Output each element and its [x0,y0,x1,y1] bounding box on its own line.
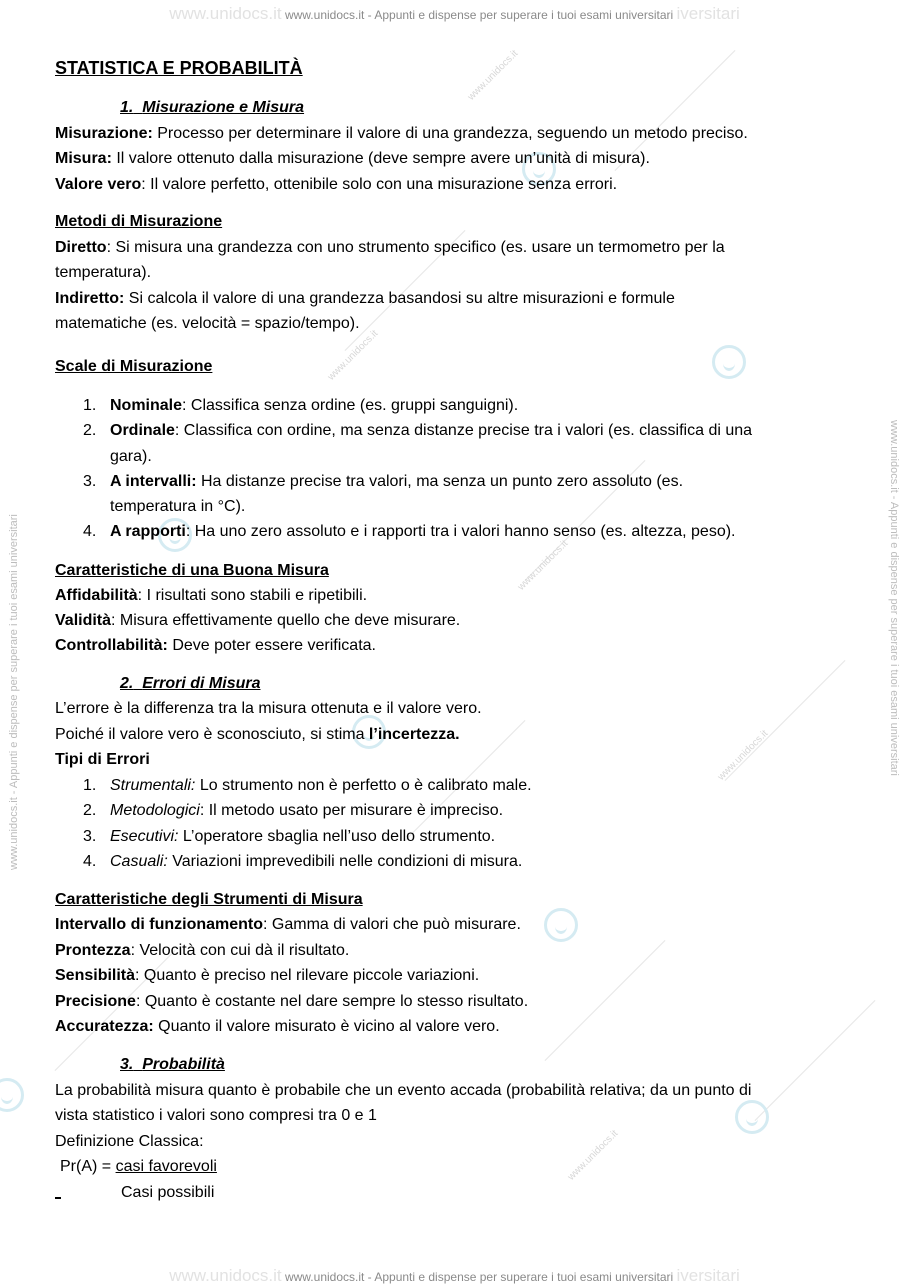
paragraph-line: vista statistico i valori sono compresi tra 0 e 1 [55,1107,377,1124]
paragraph-line: Poiché il valore vero è sconosciuto, si stima l’incertezza. [55,726,460,743]
section-heading-1: 1. Misurazione e Misura [120,99,305,116]
paragraph-line: Definizione Classica: [55,1133,204,1150]
paragraph-line: Diretto: Si misura una grandezza con uno strumento specifico (es. usare un termometro per la [55,239,725,256]
subheading-metodi: Metodi di Misurazione [55,213,223,230]
watermark-line [545,940,666,1061]
watermark-text: www.unidocs.it [325,328,381,383]
formula-denominator: Casi possibili [121,1184,215,1201]
list-item-continuation: temperatura in °C). [110,498,246,515]
definition-line: Controllabilità: Deve poter essere verificata. [55,637,376,654]
definition-line: Validità: Misura effettivamente quello che deve misurare. [55,612,461,629]
subheading-scale: Scale di Misurazione [55,358,213,375]
definition-line: Affidabilità: I risultati sono stabili e ripetibili. [55,587,368,604]
watermark-side-left: www.unidocs.it - Appunti e dispense per superare i tuoi esami universitari [8,514,20,870]
formula-numerator-line: Pr(A) = casi favorevoli [60,1158,217,1175]
watermark-text: www.unidocs.it [565,1128,621,1183]
definition-line: Prontezza: Velocità con cui dà il risultato. [55,942,350,959]
watermark-banner-top: www.unidocs.it www.unidocs.it - Appunti e dispense per superare i tuoi esami universitari iversitari [169,4,740,23]
paragraph-line: temperatura). [55,264,152,281]
watermark-text: www.unidocs.it [465,48,521,103]
watermark-logo-icon [735,1100,769,1134]
definition-line: Valore vero: Il valore perfetto, ottenibile solo con una misurazione senza errori. [55,176,618,193]
subheading-tipi-errori: Tipi di Errori [55,751,150,768]
watermark-logo-icon [712,345,746,379]
definition-line: Accuratezza: Quanto il valore misurato è vicino al valore vero. [55,1018,500,1035]
watermark-logo-icon [0,1078,24,1112]
watermark-logo-icon [544,908,578,942]
subheading-strumenti: Caratteristiche degli Strumenti di Misura [55,891,363,908]
watermark-banner-bottom: www.unidocs.it www.unidocs.it - Appunti e dispense per superare i tuoi esami universitari iversitari [169,1266,740,1285]
definition-line: Misura: Il valore ottenuto dalla misurazione (deve sempre avere un’unità di misura). [55,150,650,167]
subheading-buona-misura: Caratteristiche di una Buona Misura [55,562,329,579]
paragraph-line: matematiche (es. velocità = spazio/tempo). [55,315,360,332]
list-item-continuation: gara). [110,448,152,465]
paragraph-line: Indiretto: Si calcola il valore di una grandezza basandosi su altre misurazioni e formule [55,290,675,307]
definition-line: Misurazione: Processo per determinare il valore di una grandezza, seguendo un metodo preciso. [55,125,748,142]
section-heading-2: 2. Errori di Misura [120,675,261,692]
definition-line: Intervallo di funzionamento: Gamma di valori che può misurare. [55,916,521,933]
paragraph-line: L’errore è la differenza tra la misura ottenuta e il valore vero. [55,700,482,717]
definition-line: Precisione: Quanto è costante nel dare sempre lo stesso risultato. [55,993,529,1010]
document-title: STATISTICA E PROBABILITÀ [55,58,303,78]
section-heading-3: 3. Probabilità [120,1056,225,1073]
watermark-text: www.unidocs.it [715,728,771,783]
watermark-line [755,1000,876,1121]
formula-bar-mark [55,1197,61,1199]
definition-line: Sensibilità: Quanto è preciso nel rilevare piccole variazioni. [55,967,480,984]
watermark-text: www.unidocs.it [515,538,571,593]
watermark-side-right: www.unidocs.it - Appunti e dispense per superare i tuoi esami universitari [888,420,900,776]
paragraph-line: La probabilità misura quanto è probabile che un evento accada (probabilità relativa; da un punto di [55,1082,752,1099]
